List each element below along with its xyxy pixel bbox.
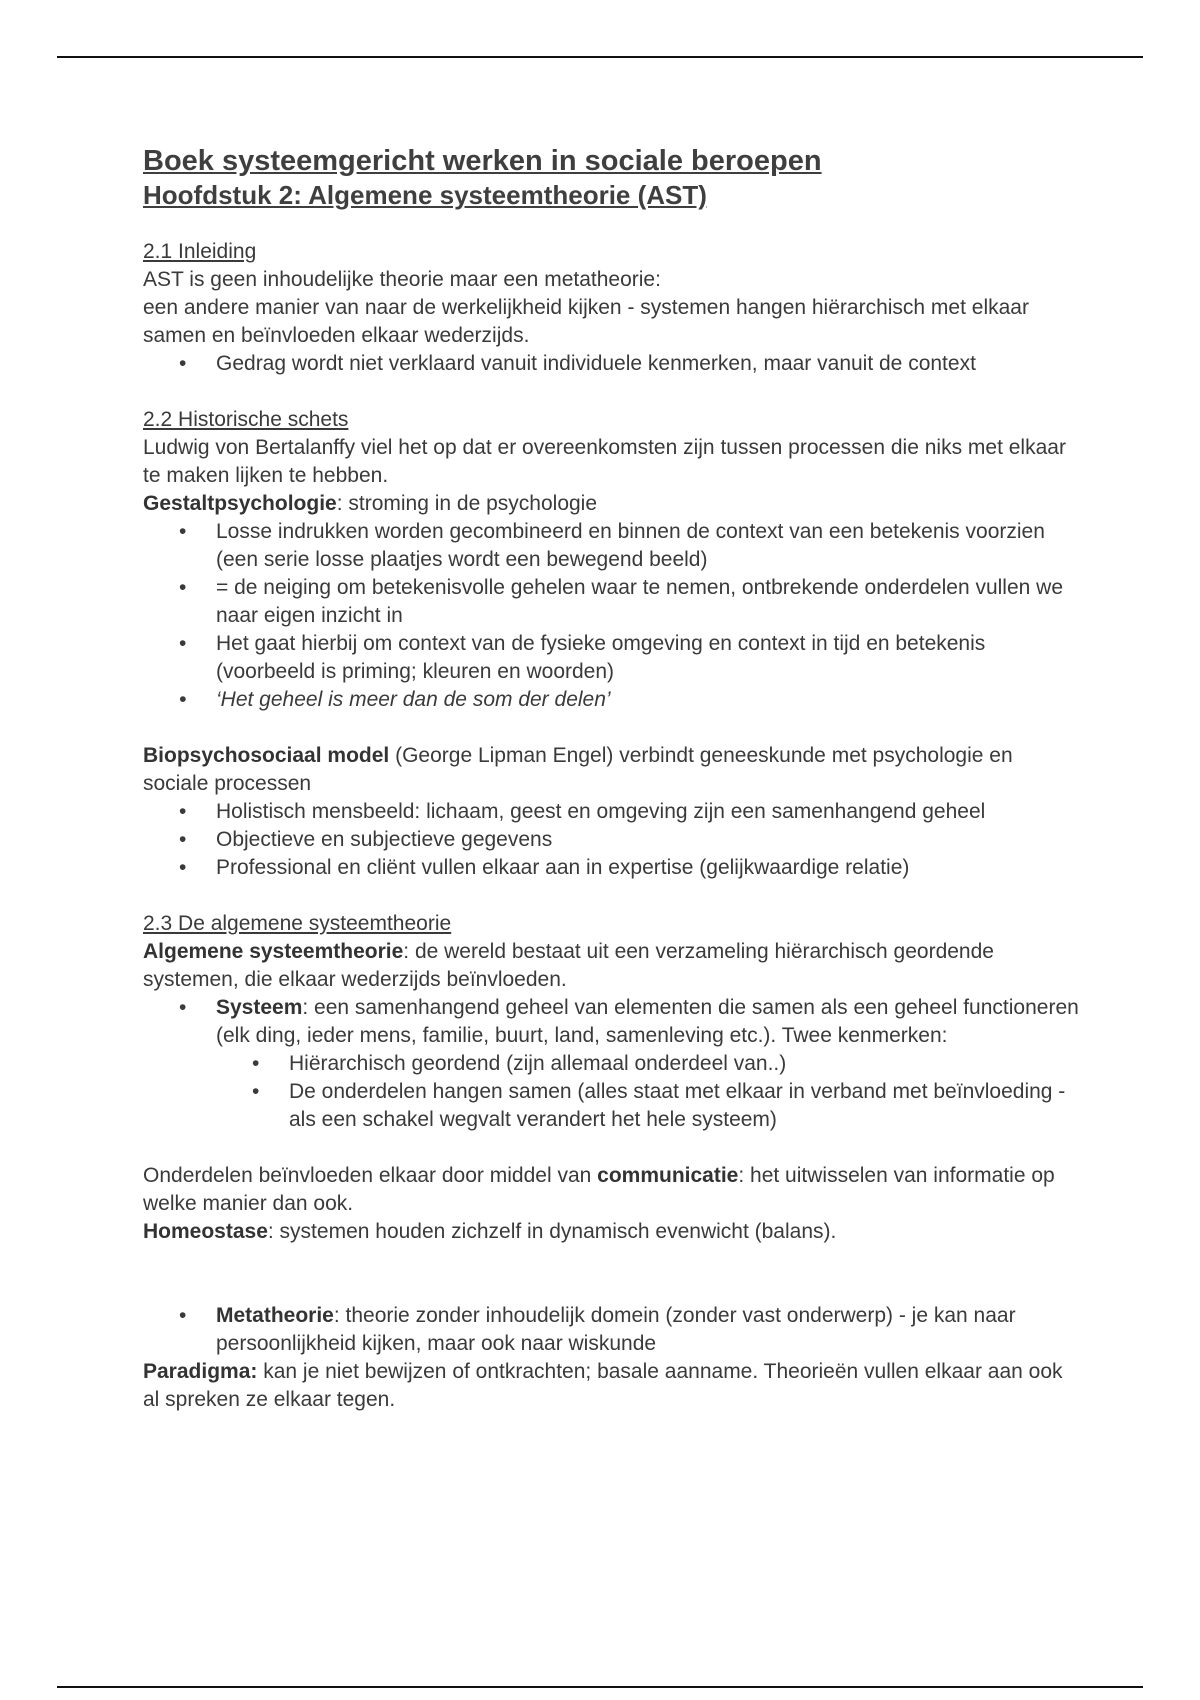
list-item: • Holistisch mensbeeld: lichaam, geest en omgeving zijn een samenhangend geheel xyxy=(143,798,1083,826)
paragraph: Ludwig von Bertalanffy viel het op dat er overeenkomsten zijn tussen processen die niks met elkaar te maken lijken te hebben. xyxy=(143,436,1066,487)
chapter-title: Hoofdstuk 2: Algemene systeemtheorie (AST) xyxy=(143,180,707,210)
bottom-rule xyxy=(57,1686,1143,1688)
definition: : theorie zonder inhoudelijk domein (zonder vast onderwerp) - je kan naar persoonlijkheid kijken, maar ook naar wiskunde xyxy=(216,1304,1016,1355)
bullet-list xyxy=(143,1302,1083,1358)
definition: : stroming in de psychologie xyxy=(336,492,598,515)
list-item: • Gedrag wordt niet verklaard vanuit individuele kenmerken, maar vanuit de context xyxy=(143,350,1083,378)
bullet-list xyxy=(143,994,1083,1050)
document-title: Boek systeemgericht werken in sociale beroepen xyxy=(143,145,822,177)
list-item: • Objectieve en subjectieve gegevens xyxy=(143,826,1083,854)
list-item-quote: • ‘Het geheel is meer dan de som der delen’ xyxy=(143,686,1083,714)
list-item: • De onderdelen hangen samen (alles staat met elkaar in verband met beïnvloeding - als een schakel wegvalt verandert het hele systeem) xyxy=(143,1078,1083,1134)
term: Algemene systeemtheorie xyxy=(143,940,404,963)
definition: (George Lipman Engel) verbindt geneeskunde met psychologie en sociale processen xyxy=(143,744,1013,795)
paragraph: een andere manier van naar de werkelijkheid kijken - systemen hangen hiërarchisch met elkaar samen en beïnvloeden elkaar wederzijds. xyxy=(143,296,1029,347)
definition: : een samenhangend geheel van elementen die samen als een geheel functioneren (elk ding, ieder mens, familie, buurt, land, samenleving etc.). Twee kenmerken: xyxy=(216,996,1079,1047)
top-rule xyxy=(57,56,1143,58)
term: Gestaltpsychologie xyxy=(143,492,337,515)
section-heading-2-1: 2.1 Inleiding xyxy=(143,240,257,263)
section-heading-2-3: 2.3 De algemene systeemtheorie xyxy=(143,912,452,935)
term: Metatheorie xyxy=(216,1304,334,1327)
list-item-systeem xyxy=(143,994,1083,1050)
definition: : de wereld bestaat uit een verzameling hiërarchisch geordende systemen, die elkaar wederzijds beïnvloeden. xyxy=(143,940,994,991)
section-heading-2-2: 2.2 Historische schets xyxy=(143,408,349,431)
term: Paradigma: xyxy=(143,1360,258,1383)
term: Systeem xyxy=(216,996,303,1019)
list-item-metatheorie xyxy=(143,1302,1083,1358)
paragraph: AST is geen inhoudelijke theorie maar een metatheorie: xyxy=(143,268,661,291)
document-page xyxy=(143,143,1083,1414)
list-item: • Het gaat hierbij om context van de fysieke omgeving en context in tijd en betekenis (voorbeeld is priming; kleuren en woorden) xyxy=(143,630,1083,686)
definition-algemene-systeemtheorie xyxy=(143,938,1083,994)
definition-gestaltpsychologie xyxy=(143,490,1083,518)
text: Onderdelen beïnvloeden elkaar door middel van xyxy=(143,1164,598,1187)
definition: kan je niet bewijzen of ontkrachten; basale aanname. Theorieën vullen elkaar aan ook al spreken ze elkaar tegen. xyxy=(143,1360,1063,1411)
sub-bullet-list xyxy=(143,1050,1083,1134)
paragraph-communicatie xyxy=(143,1162,1083,1218)
term: Homeostase xyxy=(143,1220,268,1243)
bullet-list xyxy=(143,518,1083,714)
definition-paradigma xyxy=(143,1358,1083,1414)
definition: : systemen houden zichzelf in dynamisch evenwicht (balans). xyxy=(267,1220,837,1243)
bullet-list xyxy=(143,798,1083,882)
definition-biopsychosociaal xyxy=(143,742,1083,798)
term: Biopsychosociaal model xyxy=(143,744,390,767)
list-item: • Losse indrukken worden gecombineerd en binnen de context van een betekenis voorzien (een serie losse plaatjes wordt een bewegend beeld) xyxy=(143,518,1083,574)
list-item: • = de neiging om betekenisvolle gehelen waar te nemen, ontbrekende onderdelen vullen we naar eigen inzicht in xyxy=(143,574,1083,630)
list-item: • Professional en cliënt vullen elkaar aan in expertise (gelijkwaardige relatie) xyxy=(143,854,1083,882)
definition: : het uitwisselen van informatie op welke manier dan ook. xyxy=(143,1164,1055,1215)
definition-homeostase xyxy=(143,1218,1083,1246)
list-item: • Hiërarchisch geordend (zijn allemaal onderdeel van..) xyxy=(143,1050,1083,1078)
bullet-list xyxy=(143,350,1083,378)
term: communicatie xyxy=(597,1164,739,1187)
